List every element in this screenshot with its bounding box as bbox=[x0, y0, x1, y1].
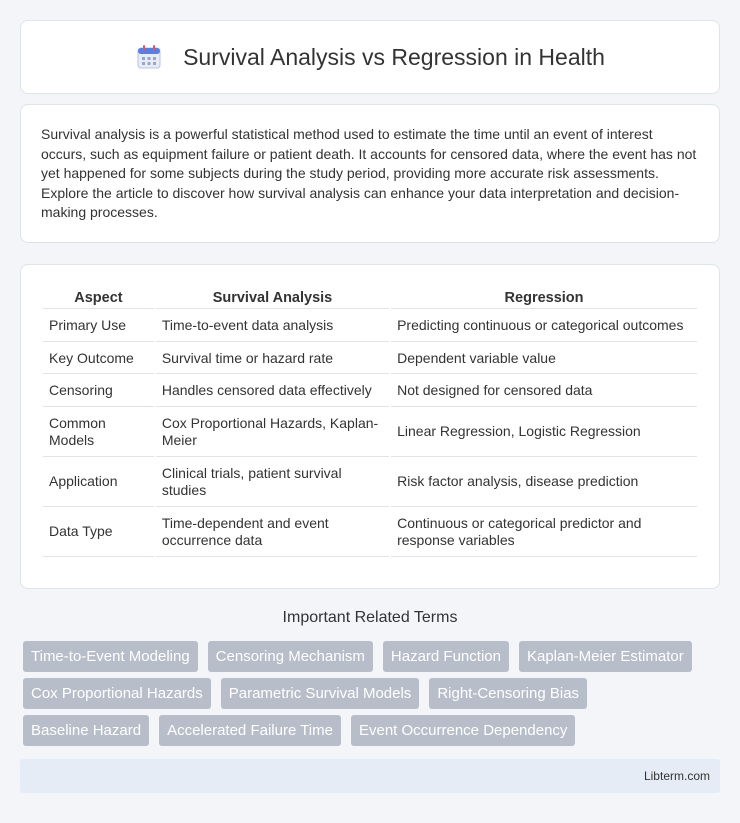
table-cell: Application bbox=[43, 459, 154, 507]
table-cell: Survival time or hazard rate bbox=[156, 344, 389, 375]
related-term-tag[interactable]: Censoring Mechanism bbox=[208, 641, 373, 672]
related-term-tag[interactable]: Hazard Function bbox=[383, 641, 509, 672]
table-row bbox=[43, 459, 697, 507]
related-term-tag[interactable]: Baseline Hazard bbox=[23, 715, 149, 746]
table-cell: Not designed for censored data bbox=[391, 376, 697, 407]
intro-text: Survival analysis is a powerful statistical method used to estimate the time until an event of interest occurs, such as equipment failure or patient death. It accounts for censored data, where the event has not yet happened for some subjects during the study period, providing more accurate risk assessments. Explore the article to discover how survival analysis can enhance your data interpretation and decision-making processes. bbox=[41, 126, 697, 220]
table-cell: Dependent variable value bbox=[391, 344, 697, 375]
table-cell: Censoring bbox=[43, 376, 154, 407]
column-header: Aspect bbox=[43, 287, 154, 309]
related-term-tag[interactable]: Event Occurrence Dependency bbox=[351, 715, 575, 746]
comparison-table bbox=[41, 285, 699, 559]
table-cell: Handles censored data effectively bbox=[156, 376, 389, 407]
header-card bbox=[20, 20, 720, 94]
table-cell: Clinical trials, patient survival studies bbox=[156, 459, 389, 507]
related-term-tag[interactable]: Right-Censoring Bias bbox=[429, 678, 587, 709]
related-term-tag[interactable]: Accelerated Failure Time bbox=[159, 715, 341, 746]
table-cell: Primary Use bbox=[43, 311, 154, 342]
calendar-icon bbox=[135, 43, 163, 71]
related-term-tag[interactable]: Kaplan-Meier Estimator bbox=[519, 641, 692, 672]
table-cell: Continuous or categorical predictor and response variables bbox=[391, 509, 697, 557]
intro-card bbox=[20, 104, 720, 243]
related-terms-list bbox=[20, 641, 720, 752]
related-term-tag[interactable]: Parametric Survival Models bbox=[221, 678, 420, 709]
table-cell: Key Outcome bbox=[43, 344, 154, 375]
page-title: Survival Analysis vs Regression in Health bbox=[183, 43, 605, 70]
related-term-tag[interactable]: Time-to-Event Modeling bbox=[23, 641, 198, 672]
table-row bbox=[43, 311, 697, 342]
table-cell: Common Models bbox=[43, 409, 154, 457]
table-row bbox=[43, 409, 697, 457]
table-cell: Data Type bbox=[43, 509, 154, 557]
table-row bbox=[43, 376, 697, 407]
table-row bbox=[43, 344, 697, 375]
footer-site-link[interactable]: Libterm.com bbox=[643, 769, 710, 783]
column-header: Regression bbox=[391, 287, 697, 309]
table-cell: Time-dependent and event occurrence data bbox=[156, 509, 389, 557]
table-cell: Risk factor analysis, disease prediction bbox=[391, 459, 697, 507]
table-cell: Cox Proportional Hazards, Kaplan-Meier bbox=[156, 409, 389, 457]
column-header: Survival Analysis bbox=[156, 287, 389, 309]
table-cell: Predicting continuous or categorical outcomes bbox=[391, 311, 697, 342]
footer bbox=[20, 759, 720, 793]
related-term-tag[interactable]: Cox Proportional Hazards bbox=[23, 678, 211, 709]
table-cell: Linear Regression, Logistic Regression bbox=[391, 409, 697, 457]
related-terms-title: Important Related Terms bbox=[282, 609, 458, 626]
table-cell: Time-to-event data analysis bbox=[156, 311, 389, 342]
table-header-row bbox=[43, 287, 697, 309]
comparison-card bbox=[20, 264, 720, 589]
table-row bbox=[43, 509, 697, 557]
